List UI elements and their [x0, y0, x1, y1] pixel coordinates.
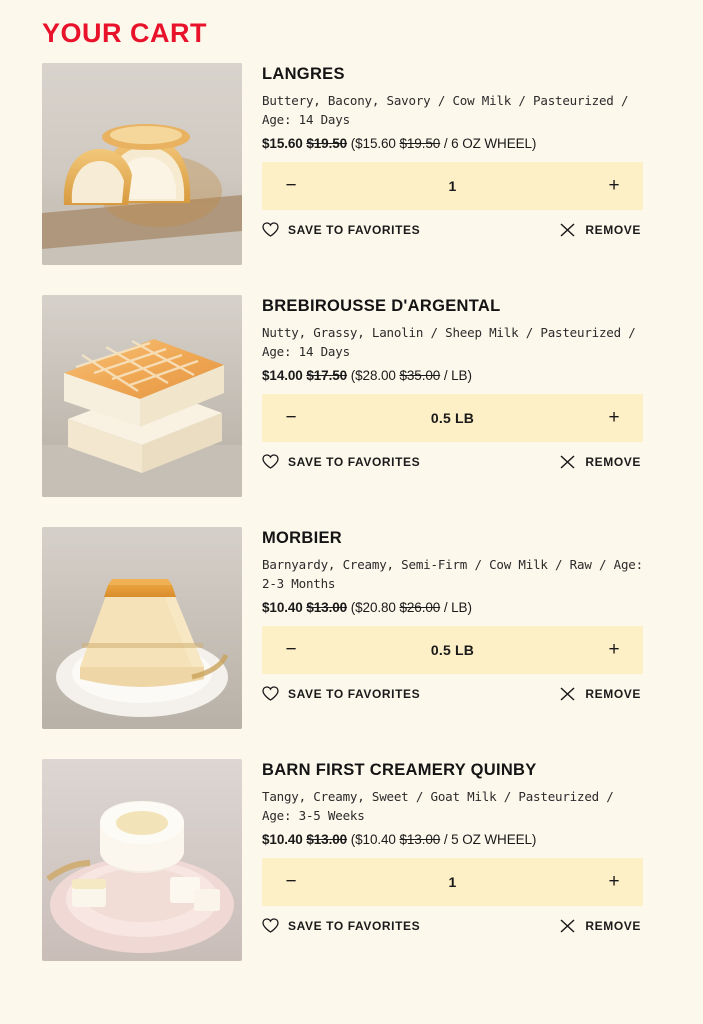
- item-price-now: $10.40: [262, 599, 303, 615]
- quantity-increment-button[interactable]: +: [602, 176, 626, 195]
- close-icon: [559, 686, 576, 702]
- quantity-stepper[interactable]: [262, 394, 643, 442]
- item-unit-now: $20.80: [355, 599, 396, 615]
- item-price-was: $13.00: [306, 599, 348, 615]
- item-details: [262, 759, 643, 961]
- quantity-value: 1: [448, 177, 457, 194]
- cart-item-list: [0, 63, 703, 961]
- item-actions: [262, 686, 643, 702]
- remove-label: REMOVE: [585, 686, 641, 701]
- item-image[interactable]: [42, 527, 242, 729]
- quantity-value: 0.5 LB: [430, 641, 475, 658]
- quantity-stepper[interactable]: [262, 162, 643, 210]
- close-icon: [559, 918, 576, 934]
- save-to-favorites-button[interactable]: [262, 454, 420, 469]
- quantity-decrement-button[interactable]: −: [279, 872, 303, 891]
- save-to-favorites-button[interactable]: [262, 918, 420, 933]
- item-description: Nutty, Grassy, Lanolin / Sheep Milk / Pasteurized / Age: 14 Days: [262, 325, 636, 360]
- item-actions: [262, 222, 643, 238]
- item-unit-now: $28.00: [355, 367, 396, 383]
- quantity-stepper[interactable]: [262, 858, 643, 906]
- quantity-increment-button[interactable]: +: [602, 640, 626, 659]
- quantity-decrement-button[interactable]: −: [279, 408, 303, 427]
- item-unit-now: $15.60: [355, 135, 396, 151]
- item-description: Tangy, Creamy, Sweet / Goat Milk / Pasteurized / Age: 3-5 Weeks: [262, 789, 614, 824]
- item-image[interactable]: [42, 295, 242, 497]
- save-to-favorites-label: SAVE TO FAVORITES: [288, 454, 421, 469]
- item-price-now: $15.60: [262, 135, 303, 151]
- item-price-row: [262, 832, 643, 847]
- cart-item: [42, 527, 643, 729]
- close-icon: [559, 454, 576, 470]
- item-unit-price: ($28.00 $35.00 / LB): [350, 367, 472, 383]
- quantity-stepper[interactable]: [262, 626, 643, 674]
- remove-button[interactable]: [559, 454, 641, 470]
- item-price-was: $19.50: [306, 135, 348, 151]
- item-unit-label: / 6 OZ WHEEL: [443, 135, 532, 151]
- item-price-was: $13.00: [306, 831, 348, 847]
- item-unit-was: $35.00: [399, 367, 441, 383]
- cart-item: [42, 63, 643, 265]
- save-to-favorites-label: SAVE TO FAVORITES: [288, 918, 421, 933]
- remove-label: REMOVE: [585, 222, 641, 237]
- remove-button[interactable]: [559, 686, 641, 702]
- item-unit-was: $13.00: [399, 831, 441, 847]
- cart-item: [42, 295, 643, 497]
- item-actions: [262, 918, 643, 934]
- remove-label: REMOVE: [585, 918, 641, 933]
- remove-label: REMOVE: [585, 454, 641, 469]
- item-price-now: $10.40: [262, 831, 303, 847]
- item-unit-price: ($20.80 $26.00 / LB): [350, 599, 472, 615]
- item-price-row: [262, 136, 643, 151]
- item-name: MORBIER: [262, 529, 343, 547]
- item-price-row: [262, 368, 643, 383]
- item-image[interactable]: [42, 759, 242, 961]
- quantity-increment-button[interactable]: +: [602, 408, 626, 427]
- item-unit-price: ($10.40 $13.00 / 5 OZ WHEEL): [350, 831, 537, 847]
- save-to-favorites-label: SAVE TO FAVORITES: [288, 686, 421, 701]
- heart-icon: [262, 222, 279, 237]
- save-to-favorites-button[interactable]: [262, 222, 420, 237]
- quantity-decrement-button[interactable]: −: [279, 176, 303, 195]
- item-details: [262, 63, 643, 265]
- save-to-favorites-button[interactable]: [262, 686, 420, 701]
- item-price-now: $14.00: [262, 367, 303, 383]
- item-description: Barnyardy, Creamy, Semi-Firm / Cow Milk / Raw / Age: 2-3 Months: [262, 557, 643, 592]
- quantity-value: 0.5 LB: [430, 409, 475, 426]
- item-price-was: $17.50: [306, 367, 348, 383]
- item-unit-now: $10.40: [355, 831, 396, 847]
- close-icon: [559, 222, 576, 238]
- quantity-increment-button[interactable]: +: [602, 872, 626, 891]
- heart-icon: [262, 454, 279, 469]
- item-unit-label: / LB: [443, 599, 468, 615]
- item-description: Buttery, Bacony, Savory / Cow Milk / Pasteurized / Age: 14 Days: [262, 93, 629, 128]
- quantity-decrement-button[interactable]: −: [279, 640, 303, 659]
- item-actions: [262, 454, 643, 470]
- remove-button[interactable]: [559, 918, 641, 934]
- item-name: BREBIROUSSE D'ARGENTAL: [262, 297, 501, 315]
- item-unit-label: / LB: [443, 367, 468, 383]
- cart-item: [42, 759, 643, 961]
- item-price-row: [262, 600, 643, 615]
- item-details: [262, 295, 643, 497]
- item-details: [262, 527, 643, 729]
- heart-icon: [262, 686, 279, 701]
- quantity-value: 1: [448, 873, 457, 890]
- item-name: LANGRES: [262, 65, 345, 83]
- page-title: YOUR CART: [42, 18, 207, 48]
- save-to-favorites-label: SAVE TO FAVORITES: [288, 222, 421, 237]
- item-unit-label: / 5 OZ WHEEL: [443, 831, 532, 847]
- item-unit-price: ($15.60 $19.50 / 6 OZ WHEEL): [350, 135, 537, 151]
- remove-button[interactable]: [559, 222, 641, 238]
- item-image[interactable]: [42, 63, 242, 265]
- heart-icon: [262, 918, 279, 933]
- item-unit-was: $19.50: [399, 135, 441, 151]
- item-name: BARN FIRST CREAMERY QUINBY: [262, 761, 537, 779]
- item-unit-was: $26.00: [399, 599, 441, 615]
